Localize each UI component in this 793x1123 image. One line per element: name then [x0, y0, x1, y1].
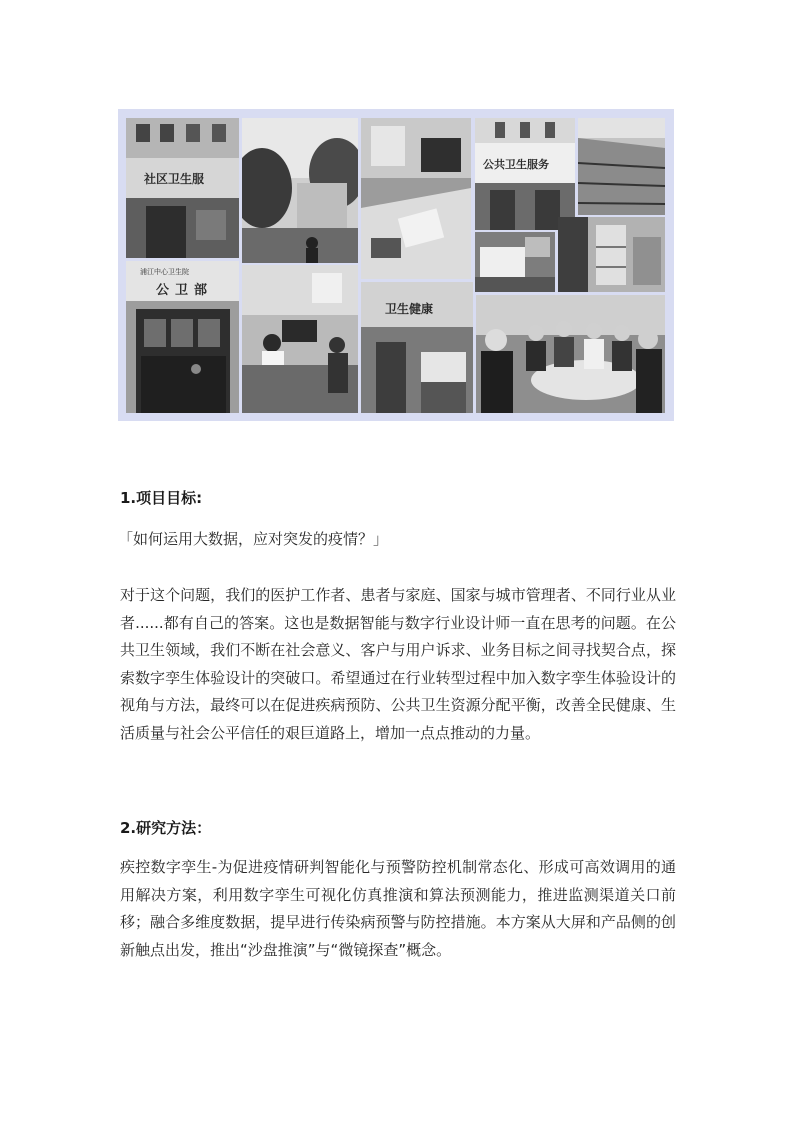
photo-department-doorway [126, 261, 239, 413]
photo-corridor-building [578, 118, 665, 215]
photo-team-dinner [476, 295, 665, 413]
photo-building-sign [126, 118, 239, 258]
photo-public-health-building [475, 118, 575, 230]
photo-clinic-room [242, 265, 358, 413]
sign-public-health-department: 公卫部 [156, 283, 214, 298]
sign-health-center: 卫生健康 [385, 302, 434, 316]
photo-documents-table [475, 232, 555, 292]
section2-body: 疾控数字孪生-为促进疫情研判智能化与预警防控机制常态化、形成可高效调用的通用解决方案，利用数字孪生可视化仿真推演和算法预测能力，推进监测渠道关口前移；融合多维度数据，提早进行传染病预警与防控措施。本方案从大屏和产品侧的创新触点出发，推出“沙盘推演”与“微镜探查”概念。 [120, 858, 676, 959]
sign-hospital-name: 浦江中心卫生院 [140, 268, 189, 276]
photo-health-center-gate [361, 282, 473, 413]
photo-office-desk [361, 118, 471, 279]
sign-community-health: 社区卫生服 [144, 172, 205, 186]
sign-public-health-service: 公共卫生服务 [483, 158, 549, 171]
section1-quote: 「如何运用大数据，应对突发的疫情？」 [118, 530, 389, 548]
photo-trees-house [242, 118, 358, 263]
section1-body: 对于这个问题，我们的医护工作者、患者与家庭、国家与城市管理者、不同行业从业者......都有自己的答案。这也是数据智能与数字行业设计师一直在思考的问题。在公共卫生领域，我们不断在社会意义、客户与用户诉求、业务目标之间寻找契合点，探索数字孪生体验设计的突破口。希望通过在行业转型过程中加入数字孪生体验设计的视角与方法，最终可以在促进疾病预防、公共卫生资源分配平衡，改善全民健康、生活质量与社会公平信任的艰巨道路上，增加一点点推动的力量。 [120, 586, 676, 742]
photo-storage-room [558, 217, 665, 292]
section2-heading: 2.研究方法： [120, 819, 212, 837]
section1-heading: 1.项目目标: [120, 489, 203, 507]
photo-collage [118, 109, 674, 421]
